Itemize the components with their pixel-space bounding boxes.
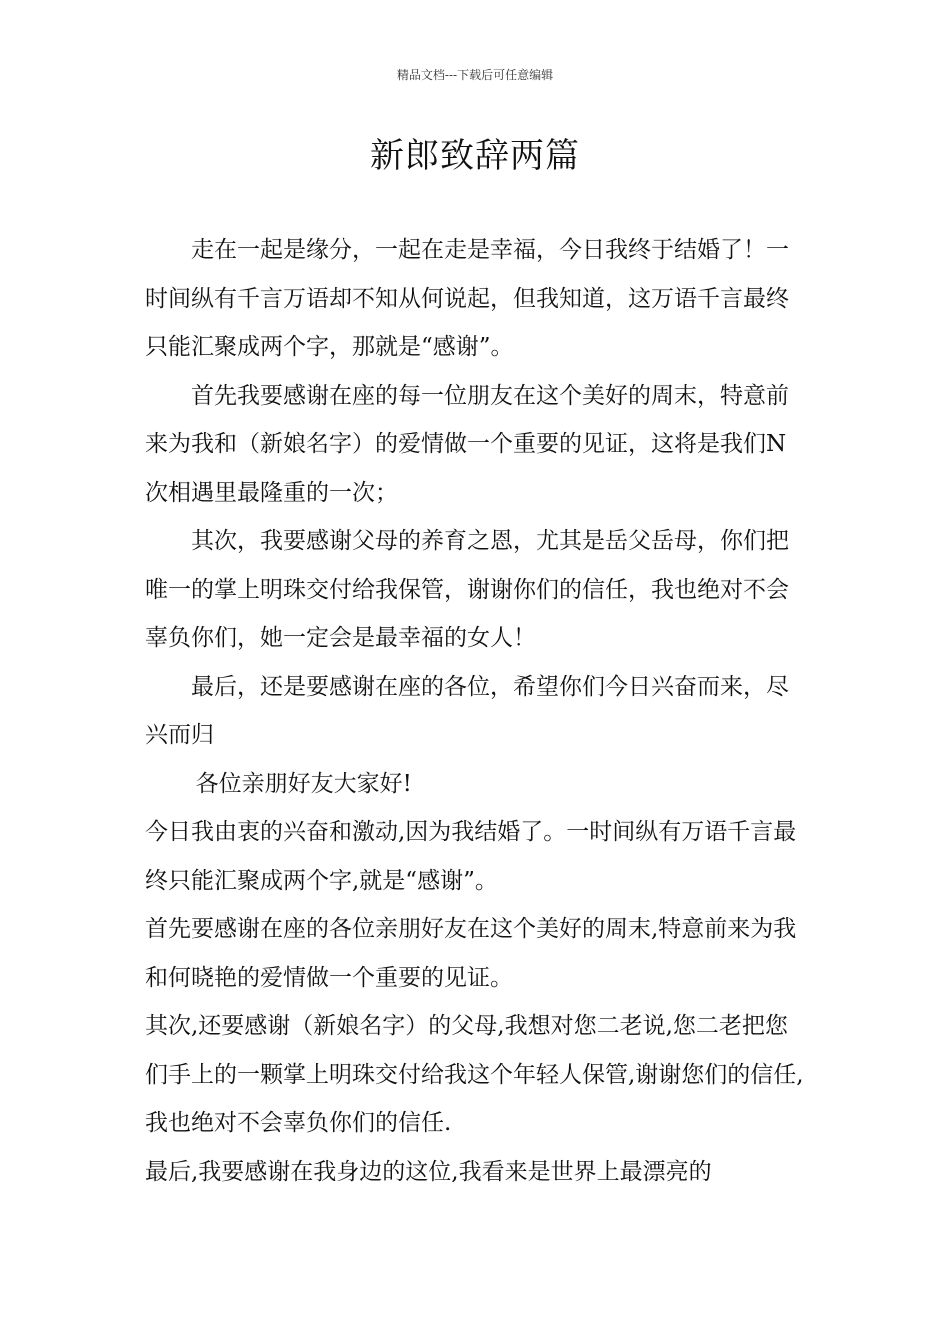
paragraph-9: 最后,我要感谢在我身边的这位,我看来是世界上最漂亮的 [145, 1158, 712, 1185]
paragraph-3: 其次，我要感谢父母的养育之恩，尤其是岳父岳母，你们把唯一的掌上明珠交付给我保管，谢谢你们的信任，我也绝对不会辜负你们，她一定会是最幸福的女人！ [145, 528, 789, 651]
paragraph-1: 走在一起是缘分，一起在走是幸福，今日我终于结婚了！一时间纵有千言万语却不知从何说起，但我知道，这万语千言最终只能汇聚成两个字，那就是“感谢”。 [145, 237, 789, 360]
paragraph-6: 今日我由衷的兴奋和激动,因为我结婚了。一时间纵有万语千言最终只能汇聚成两个字,就是“感谢”。 [145, 819, 797, 894]
paragraph-7: 首先要感谢在座的各位亲朋好友在这个美好的周末,特意前来为我和何晓艳的爱情做一个重要的见证。 [145, 916, 797, 991]
paragraph-5: 各位亲朋好友大家好! [195, 770, 412, 797]
paragraph-8: 其次,还要感谢（新娘名字）的父母,我想对您二老说,您二老把您们手上的一颗掌上明珠交付给我这个年轻人保管,谢谢您们的信任,我也绝对不会辜负你们的信任. [145, 1013, 804, 1136]
document-title: 新郎致辞两篇 [370, 136, 580, 176]
paragraph-2: 首先我要感谢在座的每一位朋友在这个美好的周末，特意前来为我和（新娘名字）的爱情做一个重要的见证，这将是我们N次相遇里最隆重的一次； [145, 382, 789, 506]
paragraph-4: 最后，还是要感谢在座的各位，希望你们今日兴奋而来，尽兴而归 [145, 673, 789, 748]
document-body [145, 226, 807, 1196]
header-note: 精品文档---下载后可任意编辑 [396, 68, 554, 82]
